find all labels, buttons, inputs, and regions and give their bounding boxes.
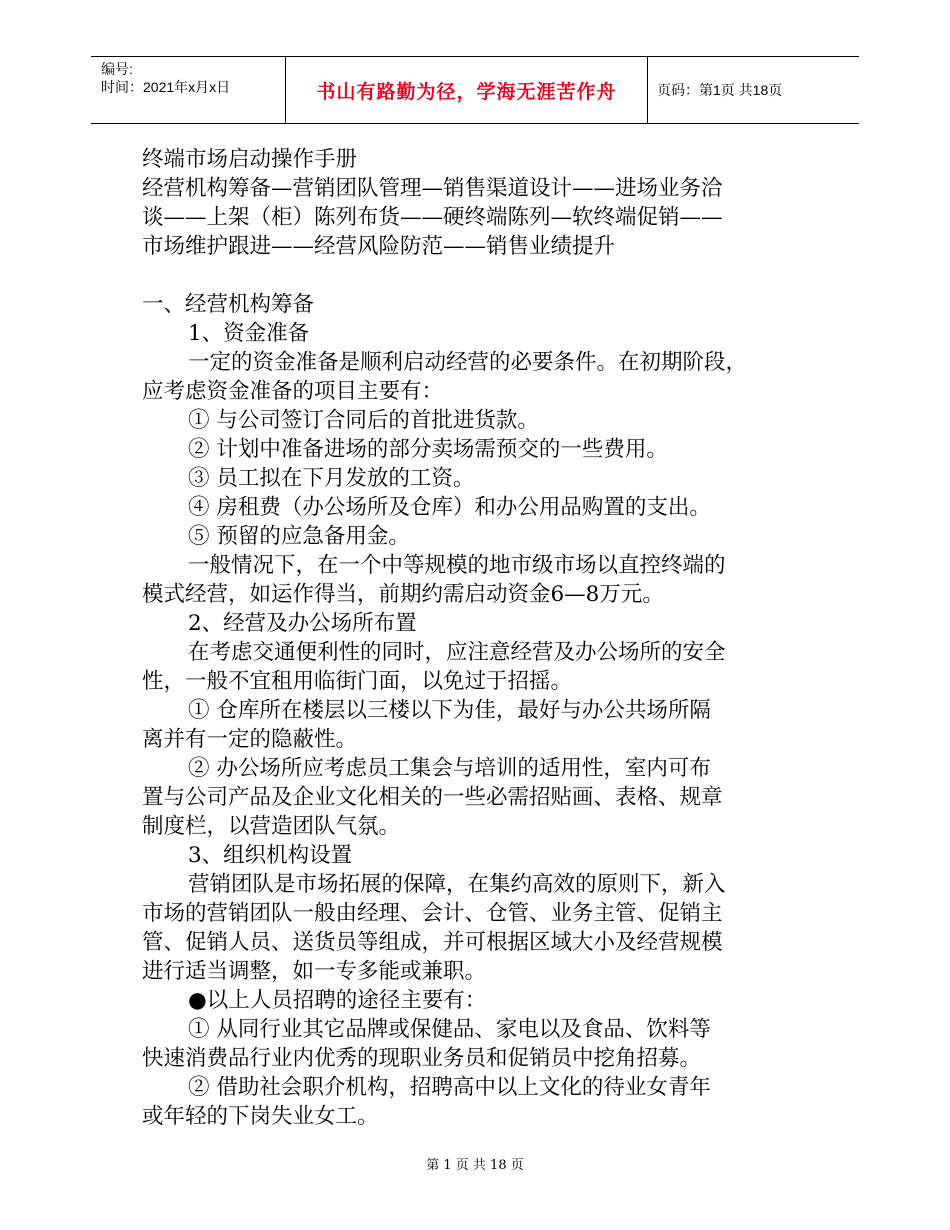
header-page-info: 页码：第1页 共18页: [657, 82, 783, 98]
section-body: [142, 319, 822, 1131]
body-line: 一般情况下，在一个中等规模的地市级市场以直控终端的: [188, 553, 726, 578]
body-line: 模式经营，如运作得当，前期约需启动资金6—8万元。: [142, 582, 664, 607]
body-line: 市场的营销团队一般由经理、会计、仓管、业务主管、促销主: [142, 901, 723, 926]
header-page-cell: [648, 57, 859, 123]
doc-number-label: 编号:: [101, 61, 133, 77]
body-line: ② 借助社会职介机构，招聘高中以上文化的待业女青年: [188, 1075, 711, 1100]
body-line: ③ 员工拟在下月发放的工资。: [188, 466, 475, 491]
body-line: 1、资金准备: [188, 321, 310, 346]
body-line: ⑤ 预留的应急备用金。: [188, 524, 410, 549]
body-line: 制度栏，以营造团队气氛。: [142, 814, 401, 839]
body-line: 营销团队是市场拓展的保障，在集约高效的原则下，新入: [188, 872, 726, 897]
doc-time-label: 时间：2021年x月x日: [101, 79, 231, 95]
body-line: ① 从同行业其它品牌或保健品、家电以及食品、饮料等: [188, 1017, 711, 1042]
body-line: 3、组织机构设置: [188, 843, 353, 868]
body-line: 一定的资金准备是顺利启动经营的必要条件。在初期阶段，: [188, 350, 748, 375]
page-footer: 第 1 页 共 18 页: [426, 1158, 524, 1173]
body-line: ② 计划中准备进场的部分卖场需预交的一些费用。: [188, 437, 668, 462]
body-line: 或年轻的下岗失业女工。: [142, 1104, 379, 1129]
body-line: ●以上人员招聘的途径主要有：: [188, 988, 487, 1013]
header-meta: [91, 57, 285, 123]
flow-line: 经营机构筹备—营销团队管理—销售渠道设计——进场业务洽: [142, 176, 723, 201]
body-line: 离并有一定的隐蔽性。: [142, 727, 358, 752]
body-line: 性，一般不宜租用临街门面，以免过于招摇。: [142, 669, 573, 694]
section-heading: 一、经营机构筹备: [142, 292, 315, 317]
flow-line: 谈——上架（柜）陈列布货——硬终端陈列—软终端促销——: [142, 205, 723, 230]
page-header: [91, 56, 859, 124]
flow-line: 市场维护跟进——经营风险防范——销售业绩提升: [142, 234, 616, 259]
body-line: 管、促销人员、送货员等组成，并可根据区域大小及经营规模: [142, 930, 723, 955]
body-line: 应考虑资金准备的项目主要有：: [142, 379, 444, 404]
document-title: 终端市场启动操作手册: [142, 147, 358, 172]
body-line: 快速消费品行业内优秀的现职业务员和促销员中挖角招募。: [142, 1046, 702, 1071]
body-line: ① 与公司签订合同后的首批进货款。: [188, 408, 539, 433]
body-line: ② 办公场所应考虑员工集会与培训的适用性，室内可布: [188, 756, 711, 781]
body-line: ① 仓库所在楼层以三楼以下为佳，最好与办公共场所隔: [188, 698, 711, 723]
blank-line: [142, 261, 822, 290]
body-line: 在考虑交通便利性的同时，应注意经营及办公场所的安全: [188, 640, 726, 665]
header-motto: 书山有路勤为径，学海无涯苦作舟: [316, 80, 617, 103]
document-body: [142, 145, 822, 1131]
body-line: 进行适当调整，如一专多能或兼职。: [142, 959, 487, 984]
body-line: ④ 房租费（办公场所及仓库）和办公用品购置的支出。: [188, 495, 711, 520]
body-line: 置与公司产品及企业文化相关的一些必需招贴画、表格、规章: [142, 785, 723, 810]
body-line: 2、经营及办公场所布置: [188, 611, 417, 636]
header-motto-cell: [285, 57, 648, 123]
